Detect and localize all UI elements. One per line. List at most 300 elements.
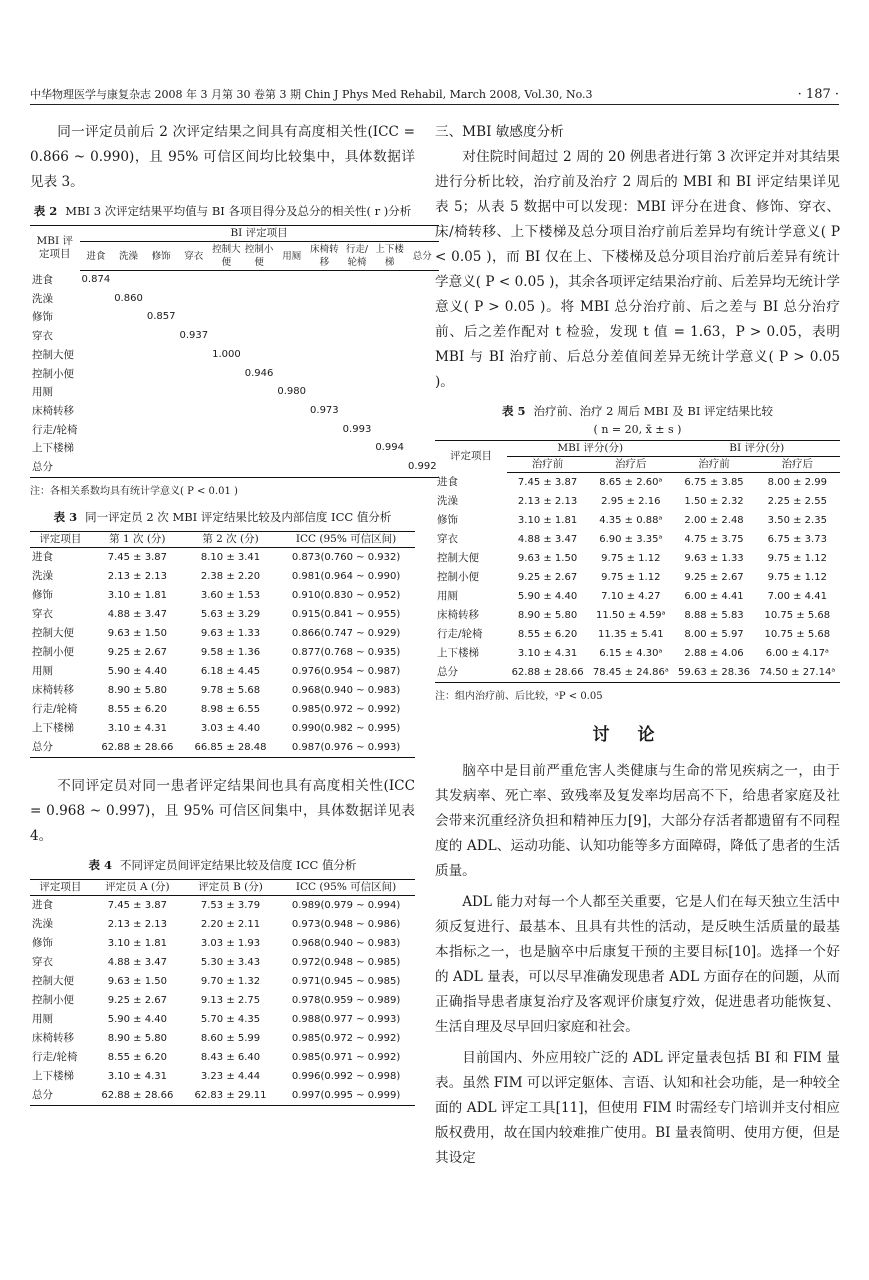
- table2-empty-cell: [210, 383, 243, 402]
- table4-cell: 8.60 ± 5.99: [200, 1032, 261, 1044]
- table5-subcaption: ( n = 20, x̄ ± s ): [593, 423, 682, 436]
- table2-correlation-cell: 0.973: [310, 404, 339, 416]
- table-row: [435, 644, 840, 663]
- table2-empty-cell: [177, 308, 210, 327]
- table2-empty-cell: [145, 365, 178, 384]
- table2-empty-cell: [177, 421, 210, 440]
- table2-col-header: 进食: [80, 242, 113, 271]
- table2-empty-cell: [177, 271, 210, 290]
- table2-empty-cell: [275, 365, 308, 384]
- table4-cell: 4.88 ± 3.47: [107, 956, 167, 968]
- right-column: [435, 120, 840, 1177]
- table3-row-label: 控制大便: [32, 626, 74, 639]
- table3-cell: 3.10 ± 1.81: [107, 589, 167, 601]
- table2-empty-cell: [243, 290, 276, 309]
- table2-empty-cell: [308, 458, 341, 477]
- table4-cell: 7.53 ± 3.79: [200, 899, 261, 911]
- table2-empty-cell: [275, 327, 308, 346]
- table5-cell: 8.88 ± 5.83: [684, 610, 744, 621]
- table2-correlation-cell: 0.992: [407, 461, 437, 473]
- table4-row-label: 用厕: [32, 1012, 53, 1025]
- table4-cell: 9.13 ± 2.75: [200, 994, 261, 1006]
- table2-empty-cell: [80, 421, 113, 440]
- table2-empty-cell: [308, 346, 341, 365]
- table5-cell: 9.63 ± 1.50: [517, 553, 578, 564]
- table4-col-header: 评定员 B (分): [184, 879, 277, 895]
- table3-cell: 2.38 ± 2.20: [200, 570, 261, 582]
- table2-empty-cell: [406, 327, 439, 346]
- table2-empty-cell: [308, 365, 341, 384]
- table4-cell: 0.996(0.992 ~ 0.998): [291, 1070, 401, 1082]
- table5-cell: 10.75 ± 5.68: [764, 629, 831, 640]
- table5: [435, 440, 840, 683]
- table5-cell: 3.10 ± 1.81: [517, 515, 578, 526]
- table2-empty-cell: [341, 308, 374, 327]
- table4-label: 表 4: [88, 857, 113, 872]
- table4-row-label: 进食: [32, 898, 53, 911]
- table2-empty-cell: [341, 383, 374, 402]
- table2-row-label: 洗澡: [32, 292, 53, 305]
- table2-empty-cell: [308, 327, 341, 346]
- journal-citation: 中华物理医学与康复杂志 2008 年 3 月第 30 卷第 3 期 Chin J Phys Med Rehabil, March 2008, Vol.30, No.3: [30, 88, 593, 101]
- table5-subheader: 治疗后: [588, 457, 673, 473]
- table5-cell: 4.35 ± 0.88ᵃ: [599, 515, 663, 526]
- table-row: [30, 605, 415, 624]
- table2-empty-cell: [275, 308, 308, 327]
- table2-empty-cell: [308, 271, 341, 290]
- table4-cell: 3.10 ± 1.81: [107, 937, 167, 949]
- table2-empty-cell: [80, 308, 113, 327]
- table4-row-label: 总分: [32, 1088, 53, 1101]
- table2-empty-cell: [406, 421, 439, 440]
- table2-empty-cell: [80, 365, 113, 384]
- table2-row-label: 床椅转移: [32, 404, 74, 417]
- table-row: [30, 547, 415, 567]
- table2-empty-cell: [406, 290, 439, 309]
- table2-empty-cell: [210, 271, 243, 290]
- table2-empty-cell: [308, 308, 341, 327]
- table3-col-header: 第 2 次 (分): [184, 531, 277, 547]
- table5-row-label: 穿衣: [437, 533, 458, 545]
- table-row: [30, 738, 415, 758]
- table2-correlation-cell: 1.000: [212, 348, 241, 360]
- table-row: [30, 567, 415, 586]
- table5-cell: 9.75 ± 1.12: [767, 553, 827, 564]
- table5-note: 注：组内治疗前、后比较，ᵃP < 0.05: [435, 691, 603, 702]
- table2-empty-cell: [275, 421, 308, 440]
- table3-row-label: 总分: [32, 740, 53, 753]
- table2-empty-cell: [243, 271, 276, 290]
- table-row: [435, 663, 840, 683]
- table2-empty-cell: [243, 421, 276, 440]
- table5-cell: 11.35 ± 5.41: [597, 629, 664, 640]
- table5-caption: [435, 401, 840, 421]
- table-row: [435, 549, 840, 568]
- table4-row-label: 控制小便: [32, 993, 74, 1006]
- table2-empty-cell: [243, 458, 276, 477]
- table2-empty-cell: [308, 290, 341, 309]
- running-header: [30, 82, 839, 105]
- table5-cell: 9.25 ± 2.67: [684, 572, 744, 583]
- table5-cell: 2.88 ± 4.06: [684, 648, 744, 659]
- table2-empty-cell: [341, 439, 374, 458]
- table2-row-label: 控制小便: [32, 367, 74, 380]
- table3-cell: 9.25 ± 2.67: [107, 646, 167, 658]
- table-row: [30, 972, 415, 991]
- table2-correlation-cell: 0.946: [244, 367, 274, 379]
- table2-empty-cell: [373, 421, 406, 440]
- table2-empty-cell: [243, 439, 276, 458]
- table5-cell: 74.50 ± 27.14ᵃ: [759, 667, 836, 678]
- table2-caption: [30, 201, 415, 221]
- table3-row-label: 洗澡: [32, 569, 53, 582]
- table2-empty-cell: [275, 458, 308, 477]
- table2-empty-cell: [145, 327, 178, 346]
- table5-cell: 9.75 ± 1.12: [767, 572, 827, 583]
- table5-cell: 78.45 ± 24.86ᵃ: [592, 667, 669, 678]
- table4-cell: 9.25 ± 2.67: [107, 994, 167, 1006]
- table2-grouphead: BI 评定项目: [80, 226, 439, 242]
- table3-row-label: 控制小便: [32, 645, 74, 658]
- table-row: [30, 719, 415, 738]
- table-row: [30, 643, 415, 662]
- table-row: [435, 530, 840, 549]
- table-row: [435, 492, 840, 511]
- table-row: [435, 606, 840, 625]
- table3-cell: 66.85 ± 28.48: [194, 741, 267, 753]
- table-row: [30, 624, 415, 643]
- table2-col-header: 床椅转移: [308, 242, 341, 271]
- table5-row-label: 总分: [437, 666, 458, 678]
- table2-empty-cell: [210, 308, 243, 327]
- table4-cell: 0.989(0.979 ~ 0.994): [291, 899, 401, 911]
- table3-cell: 4.88 ± 3.47: [107, 608, 167, 620]
- paragraph-sensitivity: 对住院时间超过 2 周的 20 例患者进行第 3 次评定并对其结果进行分析比较，治疗前及治疗 2 周后的 MBI 和 BI 评定结果详见表 5；从表 5 数据中可以发现：MBI 评分在进食、修饰、穿衣、床/椅转移、上下楼梯及总分项目治疗前后差异均有统计学意义( P < 0.05 )，而 BI 仅在上、下楼梯及总分项目治疗前后差异有统计学意义( P < 0.05 )，其余各项评定结果治疗前、后差异均无统计学意义( P > 0.05 )。将 MBI 总分治疗前、后之差与 BI 总分治疗前、后之差作配对 t 检验，发现 t 值 = 1.63，P > 0.05，表明 MBI 与 BI 治疗前、后总分差值间差异无统计学意义( P > 0.05 )。: [435, 149, 840, 390]
- table2-empty-cell: [406, 346, 439, 365]
- table5-cell: 9.25 ± 2.67: [517, 572, 578, 583]
- table2-row-label: 用厕: [32, 386, 53, 399]
- table2-column-headers: [30, 242, 439, 271]
- table3-cell: 8.90 ± 5.80: [107, 684, 167, 696]
- table5-row-label: 控制小便: [437, 571, 479, 583]
- table2-correlation-cell: 0.857: [146, 311, 176, 323]
- table2-note: 注：各相关系数均具有统计学意义( P < 0.01 ): [30, 485, 238, 497]
- table2-col-header: 穿衣: [177, 242, 210, 271]
- table2-empty-cell: [112, 327, 145, 346]
- table2-rowhead: MBI 评定项目: [36, 235, 73, 261]
- table3-cell: 0.873(0.760 ~ 0.932): [291, 551, 401, 563]
- table-row: [30, 383, 439, 402]
- table4-cell: 5.90 ± 4.40: [107, 1013, 167, 1025]
- table3-label: 表 3: [53, 509, 78, 524]
- table3-body: [30, 547, 415, 757]
- table-row: [30, 327, 439, 346]
- table5-title: 治疗前、治疗 2 周后 MBI 及 BI 评定结果比较: [533, 404, 774, 418]
- table2: [30, 225, 439, 478]
- table4-title: 不同评定员间评定结果比较及信度 ICC 值分析: [120, 857, 357, 872]
- table5-cell: 2.25 ± 2.55: [767, 496, 827, 507]
- table5-row-label: 用厕: [437, 590, 458, 602]
- table3-row-label: 进食: [32, 550, 53, 563]
- table2-empty-cell: [80, 327, 113, 346]
- table2-empty-cell: [373, 383, 406, 402]
- table5-cell: 2.13 ± 2.13: [517, 496, 578, 507]
- table4-cell: 0.972(0.948 ~ 0.985): [291, 956, 401, 968]
- table5-cell: 4.88 ± 3.47: [517, 534, 578, 545]
- table5-group-bi: BI 评分(分): [673, 441, 840, 457]
- table-row: [30, 586, 415, 605]
- table4-col-header: 评定项目: [30, 879, 91, 895]
- table5-cell: 10.75 ± 5.68: [764, 610, 831, 621]
- table4-cell: 0.971(0.945 ~ 0.985): [291, 975, 401, 987]
- table2-empty-cell: [341, 290, 374, 309]
- table4-cell: 0.968(0.940 ~ 0.983): [291, 937, 401, 949]
- table3-row-label: 床椅转移: [32, 683, 74, 696]
- table4: [30, 879, 415, 1106]
- table5-cell: 8.65 ± 2.60ᵃ: [599, 477, 663, 488]
- table2-empty-cell: [243, 327, 276, 346]
- table2-col-header: 控制小便: [243, 242, 276, 271]
- table2-empty-cell: [112, 308, 145, 327]
- table4-body: [30, 895, 415, 1105]
- table2-empty-cell: [373, 346, 406, 365]
- table2-empty-cell: [80, 458, 113, 477]
- table-row: [30, 365, 439, 384]
- table2-empty-cell: [210, 439, 243, 458]
- table3-cell: 0.915(0.841 ~ 0.955): [291, 608, 401, 620]
- table-row: [30, 662, 415, 681]
- table5-cell: 6.00 ± 4.41: [684, 591, 744, 602]
- table4-cell: 0.985(0.972 ~ 0.992): [291, 1032, 401, 1044]
- table4-row-label: 洗澡: [32, 917, 53, 930]
- table2-empty-cell: [308, 383, 341, 402]
- table3-cell: 8.98 ± 6.55: [200, 703, 261, 715]
- table3-header-row: [30, 531, 415, 547]
- table2-empty-cell: [145, 421, 178, 440]
- table3-col-header: ICC (95% 可信区间): [277, 531, 415, 547]
- table-row: [30, 346, 439, 365]
- table2-row-label: 上下楼梯: [32, 442, 74, 455]
- table5-subheader: 治疗前: [507, 457, 588, 473]
- table2-empty-cell: [112, 421, 145, 440]
- table-row: [30, 402, 439, 421]
- table-row: [30, 1086, 415, 1106]
- table2-col-header: 总分: [406, 242, 439, 271]
- table2-empty-cell: [112, 271, 145, 290]
- table4-row-label: 修饰: [32, 936, 53, 949]
- table3-cell: 9.63 ± 1.50: [107, 627, 167, 639]
- table5-cell: 6.75 ± 3.73: [767, 534, 827, 545]
- table5-cell: 9.75 ± 1.12: [601, 553, 661, 564]
- table4-cell: 2.13 ± 2.13: [107, 918, 167, 930]
- table2-empty-cell: [308, 421, 341, 440]
- table5-cell: 2.00 ± 2.48: [684, 515, 744, 526]
- table4-cell: 3.10 ± 4.31: [107, 1070, 167, 1082]
- table-row: [435, 568, 840, 587]
- table2-row-label: 行走/轮椅: [32, 423, 78, 436]
- paragraph-inter-rater: 不同评定员对同一患者评定结果间也具有高度相关性(ICC = 0.968 ~ 0.997)，且 95% 可信区间集中，具体数据详见表 4。: [30, 777, 415, 844]
- table2-col-header: 行走/轮椅: [341, 242, 374, 271]
- discussion-heading: 讨论: [592, 725, 683, 745]
- table3-col-header: 第 1 次 (分): [91, 531, 184, 547]
- table5-row-label: 修饰: [437, 514, 458, 526]
- table-row: [435, 473, 840, 493]
- table2-empty-cell: [275, 439, 308, 458]
- table-row: [30, 681, 415, 700]
- table4-col-header: ICC (95% 可信区间): [277, 879, 415, 895]
- table2-empty-cell: [145, 271, 178, 290]
- table5-cell: 7.00 ± 4.41: [767, 591, 827, 602]
- page-number: · 187 ·: [797, 87, 839, 102]
- table2-correlation-cell: 0.860: [114, 292, 143, 304]
- table3-row-label: 行走/轮椅: [32, 702, 78, 715]
- table2-empty-cell: [80, 402, 113, 421]
- table2-empty-cell: [145, 458, 178, 477]
- table4-cell: 0.978(0.959 ~ 0.989): [291, 994, 401, 1006]
- discussion-paragraph-1: 脑卒中是目前严重危害人类健康与生命的常见疾病之一，由于其发病率、死亡率、致残率及复发率均居高不下，给患者家庭及社会带来沉重经济负担和精神压力[9]，大部分存活者都遗留有不同程度的 ADL、运动功能、认知功能等多方面障碍，降低了患者的生活质量。: [435, 763, 840, 879]
- table2-empty-cell: [210, 458, 243, 477]
- table4-cell: 7.45 ± 3.87: [107, 899, 167, 911]
- table-row: [30, 1010, 415, 1029]
- table-row: [30, 991, 415, 1010]
- table2-empty-cell: [406, 308, 439, 327]
- table2-empty-cell: [112, 383, 145, 402]
- table5-cell: 8.55 ± 6.20: [517, 629, 578, 640]
- table2-empty-cell: [145, 346, 178, 365]
- table2-empty-cell: [406, 383, 439, 402]
- table4-cell: 9.70 ± 1.32: [200, 975, 261, 987]
- table2-empty-cell: [177, 458, 210, 477]
- table-row: [30, 458, 439, 477]
- table3-cell: 0.866(0.747 ~ 0.929): [291, 627, 401, 639]
- table3-cell: 7.45 ± 3.87: [107, 551, 167, 563]
- table-row: [30, 934, 415, 953]
- table5-cell: 9.75 ± 1.12: [601, 572, 661, 583]
- table-row: [30, 308, 439, 327]
- table4-cell: 3.03 ± 1.93: [200, 937, 261, 949]
- table2-empty-cell: [80, 383, 113, 402]
- table2-empty-cell: [177, 402, 210, 421]
- table5-cell: 8.00 ± 5.97: [684, 629, 744, 640]
- table2-empty-cell: [373, 308, 406, 327]
- table5-cell: 4.75 ± 3.75: [684, 534, 744, 545]
- table-row: [435, 511, 840, 530]
- table2-empty-cell: [177, 439, 210, 458]
- table5-subheader: 治疗前: [673, 457, 754, 473]
- table5-cell: 59.63 ± 28.36: [678, 667, 751, 678]
- table2-empty-cell: [373, 290, 406, 309]
- table2-empty-cell: [406, 365, 439, 384]
- table2-empty-cell: [341, 402, 374, 421]
- table2-row-label: 总分: [32, 461, 53, 474]
- table2-empty-cell: [80, 290, 113, 309]
- table2-empty-cell: [177, 383, 210, 402]
- table3-cell: 9.78 ± 5.68: [200, 684, 261, 696]
- table-row: [30, 421, 439, 440]
- table3-cell: 3.10 ± 4.31: [107, 722, 167, 734]
- table3-row-label: 修饰: [32, 588, 53, 601]
- table2-empty-cell: [112, 458, 145, 477]
- table4-cell: 9.63 ± 1.50: [107, 975, 167, 987]
- table5-cell: 6.00 ± 4.17ᵃ: [765, 648, 829, 659]
- table5-row-label: 控制大便: [437, 552, 479, 564]
- table3-cell: 0.877(0.768 ~ 0.935): [291, 646, 401, 658]
- table5-subheader: 治疗后: [755, 457, 840, 473]
- table2-empty-cell: [341, 365, 374, 384]
- table2-row-label: 控制大便: [32, 348, 74, 361]
- table2-empty-cell: [177, 365, 210, 384]
- table3-cell: 8.10 ± 3.41: [200, 551, 261, 563]
- table2-empty-cell: [210, 402, 243, 421]
- table-row: [30, 1067, 415, 1086]
- table-row: [30, 915, 415, 934]
- table5-cell: 11.50 ± 4.59ᵃ: [596, 610, 666, 621]
- table-row: [30, 953, 415, 972]
- table2-empty-cell: [243, 308, 276, 327]
- table3-row-label: 用厕: [32, 664, 53, 677]
- table2-empty-cell: [275, 271, 308, 290]
- table3-cell: 0.910(0.830 ~ 0.952): [291, 589, 401, 601]
- table2-correlation-cell: 0.993: [342, 423, 372, 435]
- table3-cell: 2.13 ± 2.13: [107, 570, 167, 582]
- table4-cell: 8.90 ± 5.80: [107, 1032, 167, 1044]
- table5-label: 表 5: [501, 404, 526, 418]
- table2-col-header: 控制大便: [210, 242, 243, 271]
- table5-cell: 7.10 ± 4.27: [601, 591, 661, 602]
- table5-cell: 6.15 ± 4.30ᵃ: [599, 648, 663, 659]
- table4-cell: 62.83 ± 29.11: [194, 1089, 267, 1101]
- table5-row-label: 行走/轮椅: [437, 628, 483, 640]
- table2-row-label: 进食: [32, 273, 53, 286]
- table3-cell: 62.88 ± 28.66: [101, 741, 174, 753]
- table2-empty-cell: [373, 271, 406, 290]
- table5-group-mbi: MBI 评分(分): [507, 441, 673, 457]
- table2-empty-cell: [112, 365, 145, 384]
- table3-cell: 8.55 ± 6.20: [107, 703, 167, 715]
- table3-cell: 6.18 ± 4.45: [200, 665, 261, 677]
- table4-caption: [30, 855, 415, 875]
- table2-correlation-cell: 0.980: [277, 386, 307, 398]
- table5-cell: 8.90 ± 5.80: [517, 610, 578, 621]
- table4-row-label: 上下楼梯: [32, 1069, 74, 1082]
- table5-body: [435, 473, 840, 683]
- table2-empty-cell: [341, 271, 374, 290]
- table5-cell: 9.63 ± 1.33: [684, 553, 744, 564]
- table2-empty-cell: [243, 402, 276, 421]
- table2-empty-cell: [308, 439, 341, 458]
- section3-heading: 三、MBI 敏感度分析: [435, 124, 564, 140]
- table2-empty-cell: [145, 383, 178, 402]
- table2-empty-cell: [210, 365, 243, 384]
- table3-col-header: 评定项目: [30, 531, 91, 547]
- table4-cell: 5.70 ± 4.35: [200, 1013, 261, 1025]
- table5-cell: 6.90 ± 3.35ᵃ: [599, 534, 663, 545]
- table2-label: 表 2: [33, 204, 58, 218]
- table4-header-row: [30, 879, 415, 895]
- table-row: [435, 587, 840, 606]
- table3-cell: 0.976(0.954 ~ 0.987): [291, 665, 401, 677]
- table5-row-label: 上下楼梯: [437, 647, 479, 659]
- left-column: [30, 120, 437, 1106]
- table2-empty-cell: [112, 346, 145, 365]
- table5-cell: 2.95 ± 2.16: [601, 496, 661, 507]
- table-row: [30, 895, 415, 915]
- table-row: [30, 290, 439, 309]
- table5-cell: 62.88 ± 28.66: [511, 667, 584, 678]
- table2-empty-cell: [406, 402, 439, 421]
- table3-cell: 5.63 ± 3.29: [200, 608, 261, 620]
- table4-row-label: 行走/轮椅: [32, 1050, 78, 1063]
